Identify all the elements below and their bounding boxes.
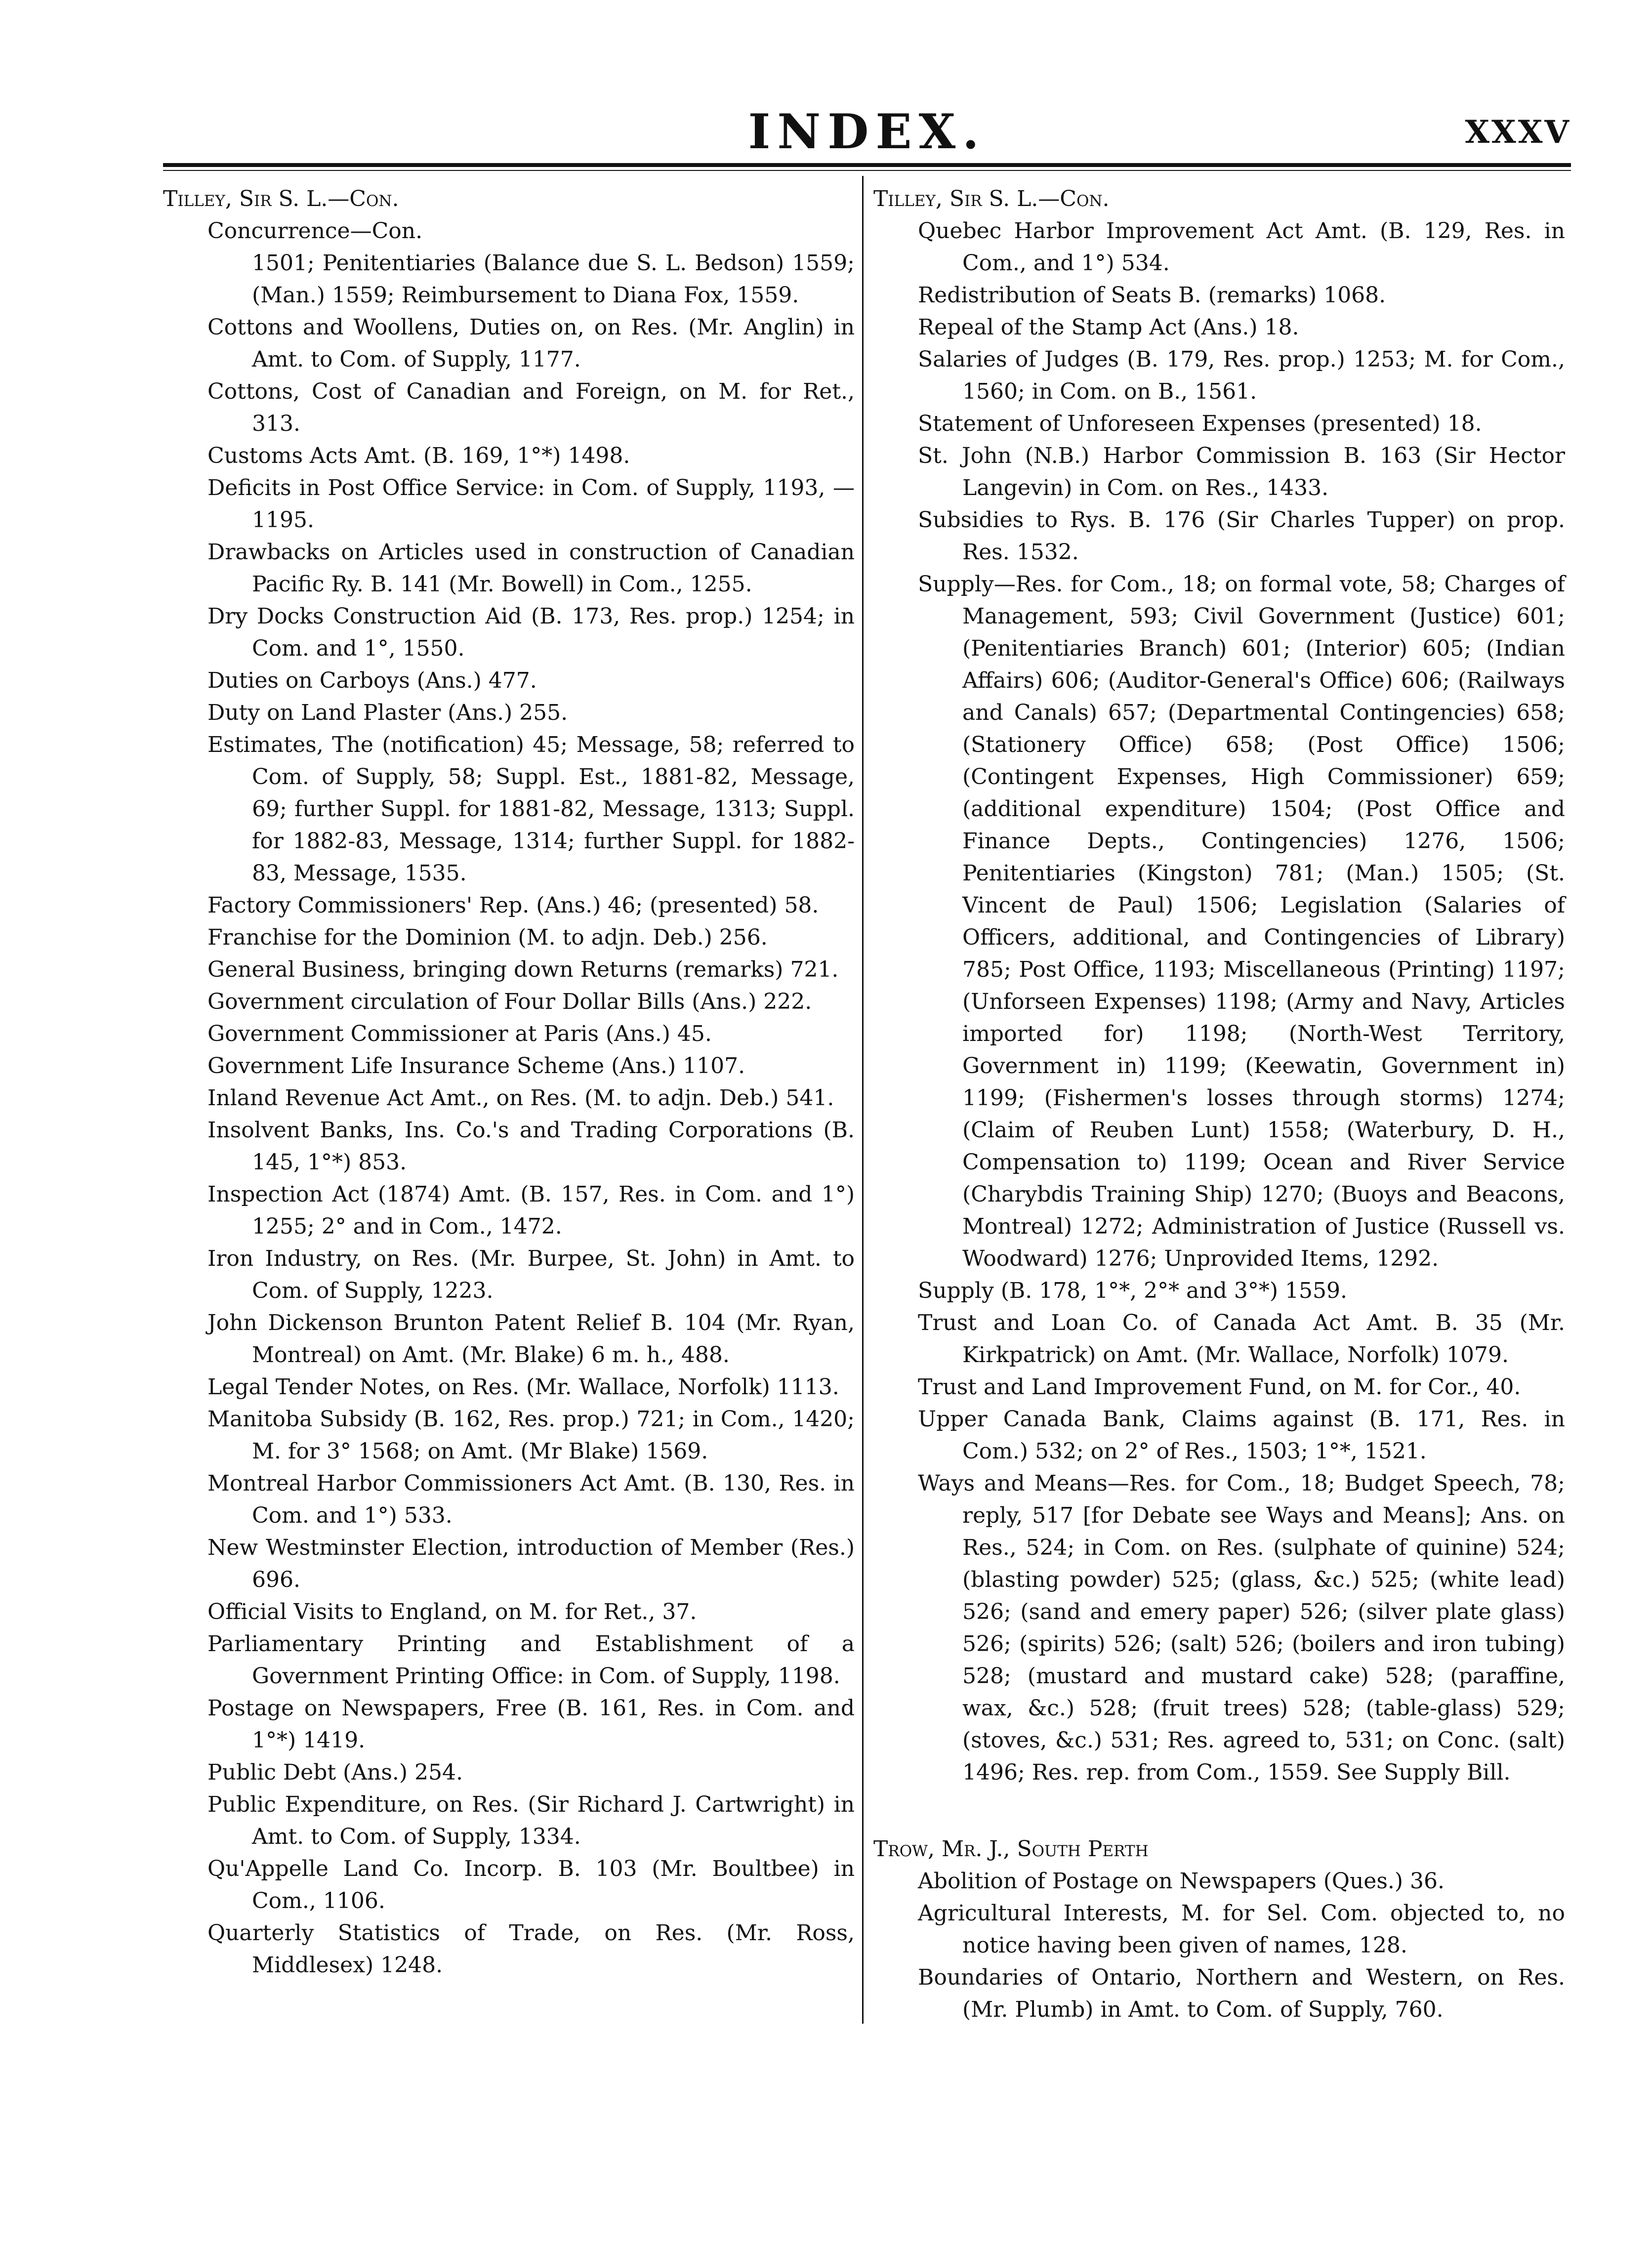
right-column: [873, 183, 1565, 2026]
index-entry: Official Visits to England, on M. for Ret., 37.: [207, 1599, 697, 1624]
page-header: [163, 104, 1571, 168]
index-entry: Duties on Carboys (Ans.) 477.: [207, 668, 537, 693]
index-heading: Trow, Mr. J., South Perth: [873, 1836, 1149, 1862]
index-entry: Insolvent Banks, Ins. Co.'s and Trading Corporations (B. 145, 1°*) 853.: [207, 1118, 855, 1175]
index-entry: New Westminster Election, introduction of Member (Res.) 696.: [207, 1535, 855, 1592]
index-entry: Dry Docks Construction Aid (B. 173, Res. prop.) 1254; in Com. and 1°, 1550.: [207, 604, 855, 661]
header-rule: [163, 163, 1571, 167]
left-column: [163, 183, 855, 1981]
index-entry: Duty on Land Plaster (Ans.) 255.: [207, 700, 568, 725]
index-entry: Redistribution of Seats B. (remarks) 1068.: [918, 283, 1386, 308]
index-entry: Cottons, Cost of Canadian and Foreign, on M. for Ret., 313.: [207, 379, 855, 436]
index-entry: 1501; Penitentiaries (Balance due S. L. Bedson) 1559; (Man.) 1559; Reimbursement to Diana Fox, 1559.: [252, 250, 855, 308]
index-entry: Trust and Land Improvement Fund, on M. for Cor., 40.: [918, 1374, 1521, 1400]
index-entry: Agricultural Interests, M. for Sel. Com. objected to, no notice having been given of names, 128.: [918, 1901, 1565, 1958]
index-entry: Public Debt (Ans.) 254.: [207, 1760, 463, 1785]
index-entry: Supply—Res. for Com., 18; on formal vote, 58; Charges of Management, 593; Civil Government (Justice) 601; (Penitentiaries Branch) 601; (Interior) 605; (Indian Affairs) 606; (Auditor-General's Office) 606; (Railways and Canals) 657; (Departmental Contingencies) 658; (Stationery Office) 658; (Post Office) 1506; (Contingent Expenses, High Commissioner) 659; (additional expenditure) 1504; (Post Office and Finance Depts., Contingencies) 1276, 1506; Penitentiaries (Kingston) 781; (Man.) 1505; (St. Vincent de Paul) 1506; Legislation (Salaries of Officers, additional, and Contingencies of Library) 785; Post Office, 1193; Miscellaneous (Printing) 1197; (Unforseen Expenses) 1198; (Army and Navy, Articles imported for) 1198; (North-West Territory, Government in) 1199; (Keewatin, Government in) 1199; (Fishermen's losses through storms) 1274; (Claim of Reuben Lunt) 1558; (Waterbury, D. H., Compensation to) 1199; Ocean and River Service (Charybdis Training Ship) 1270; (Buoys and Beacons, Montreal) 1272; Administration of Justice (Russell vs. Woodward) 1276; Unprovided Items, 1292.: [918, 572, 1565, 1271]
index-entry: Estimates, The (notification) 45; Message, 58; referred to Com. of Supply, 58; Suppl. Est., 1881-82, Message, 69; further Suppl. for 1881-82, Message, 1313; Suppl. for 1882-83, Message, 1314; further Suppl. for 1882-83, Message, 1535.: [207, 732, 855, 886]
index-entry: General Business, bringing down Returns (remarks) 721.: [207, 957, 839, 982]
page-title: INDEX.: [748, 104, 986, 160]
index-entry: Legal Tender Notes, on Res. (Mr. Wallace, Norfolk) 1113.: [207, 1374, 839, 1400]
index-entry: Iron Industry, on Res. (Mr. Burpee, St. John) in Amt. to Com. of Supply, 1223.: [207, 1246, 855, 1303]
index-entry: St. John (N.B.) Harbor Commission B. 163 (Sir Hector Langevin) in Com. on Res., 1433.: [918, 443, 1565, 500]
header-rule-thin: [163, 170, 1571, 171]
index-entry: Boundaries of Ontario, Northern and Western, on Res. (Mr. Plumb) in Amt. to Com. of Supply, 760.: [918, 1965, 1565, 2022]
page-number: XXXV: [1465, 114, 1571, 151]
index-entry: Public Expenditure, on Res. (Sir Richard J. Cartwright) in Amt. to Com. of Supply, 1334.: [207, 1792, 855, 1849]
index-entry: Deficits in Post Office Service: in Com. of Supply, 1193, —1195.: [207, 475, 855, 533]
index-entry: Concurrence—Con.: [207, 218, 423, 244]
index-entry: Factory Commissioners' Rep. (Ans.) 46; (presented) 58.: [207, 893, 819, 918]
index-entry: Customs Acts Amt. (B. 169, 1°*) 1498.: [207, 443, 630, 468]
index-entry: Abolition of Postage on Newspapers (Ques.) 36.: [918, 1869, 1445, 1894]
index-entry: Quebec Harbor Improvement Act Amt. (B. 129, Res. in Com., and 1°) 534.: [918, 218, 1565, 276]
index-entry: Postage on Newspapers, Free (B. 161, Res. in Com. and 1°*) 1419.: [207, 1696, 855, 1753]
index-entry: Manitoba Subsidy (B. 162, Res. prop.) 721; in Com., 1420; M. for 3° 1568; on Amt. (Mr Blake) 1569.: [207, 1407, 855, 1464]
index-entry: Qu'Appelle Land Co. Incorp. B. 103 (Mr. Boultbee) in Com., 1106.: [207, 1856, 855, 1913]
index-entry: Government Life Insurance Scheme (Ans.) 1107.: [207, 1053, 745, 1079]
index-heading: Tilley, Sir S. L.—Con.: [163, 186, 399, 211]
index-entry: Subsidies to Rys. B. 176 (Sir Charles Tupper) on prop. Res. 1532.: [918, 507, 1565, 565]
column-divider: [862, 176, 864, 2024]
index-entry: Quarterly Statistics of Trade, on Res. (Mr. Ross, Middlesex) 1248.: [207, 1920, 855, 1978]
index-entry: Upper Canada Bank, Claims against (B. 171, Res. in Com.) 532; on 2° of Res., 1503; 1°*, 1521.: [918, 1407, 1565, 1464]
index-entry: Drawbacks on Articles used in construction of Canadian Pacific Ry. B. 141 (Mr. Bowell) in Com., 1255.: [207, 540, 855, 597]
index-entry: Supply (B. 178, 1°*, 2°* and 3°*) 1559.: [918, 1278, 1347, 1303]
index-entry: Parliamentary Printing and Establishment of a Government Printing Office: in Com. of Supply, 1198.: [207, 1631, 855, 1689]
index-entry: Cottons and Woollens, Duties on, on Res. (Mr. Anglin) in Amt. to Com. of Supply, 1177.: [207, 315, 855, 372]
index-entry: Repeal of the Stamp Act (Ans.) 18.: [918, 315, 1299, 340]
index-entry: Inspection Act (1874) Amt. (B. 157, Res. in Com. and 1°) 1255; 2° and in Com., 1472.: [207, 1182, 855, 1239]
index-entry: Montreal Harbor Commissioners Act Amt. (B. 130, Res. in Com. and 1°) 533.: [207, 1471, 855, 1528]
index-entry: Government Commissioner at Paris (Ans.) 45.: [207, 1021, 712, 1046]
index-entry: Inland Revenue Act Amt., on Res. (M. to adjn. Deb.) 541.: [207, 1085, 834, 1111]
entry-gap: [873, 1788, 1565, 1833]
index-heading: Tilley, Sir S. L.—Con.: [873, 186, 1110, 211]
index-entry: Ways and Means—Res. for Com., 18; Budget Speech, 78; reply, 517 [for Debate see Ways and Means]; Ans. on Res., 524; in Com. on Res. (sulphate of quinine) 524; (blasting powder) 525; (glass, &c.) 525; (white lead) 526; (sand and emery paper) 526; (silver plate glass) 526; (spirits) 526; (salt) 526; (boilers and iron tubing) 528; (mustard and mustard cake) 528; (paraffine, wax, &c.) 528; (fruit trees) 528; (table-glass) 529; (stoves, &c.) 531; Res. agreed to, 531; on Conc. (salt) 1496; Res. rep. from Com., 1559. See Supply Bill.: [918, 1471, 1565, 1785]
index-entry: John Dickenson Brunton Patent Relief B. 104 (Mr. Ryan, Montreal) on Amt. (Mr. Blake) 6 m. h., 488.: [207, 1310, 855, 1368]
index-entry: Salaries of Judges (B. 179, Res. prop.) 1253; M. for Com., 1560; in Com. on B., 1561.: [918, 347, 1565, 404]
index-entry: Trust and Loan Co. of Canada Act Amt. B. 35 (Mr. Kirkpatrick) on Amt. (Mr. Wallace, Norfolk) 1079.: [918, 1310, 1565, 1368]
index-entry: Franchise for the Dominion (M. to adjn. Deb.) 256.: [207, 925, 768, 950]
index-entry: Statement of Unforeseen Expenses (presented) 18.: [918, 411, 1482, 436]
index-entry: Government circulation of Four Dollar Bills (Ans.) 222.: [207, 989, 812, 1014]
